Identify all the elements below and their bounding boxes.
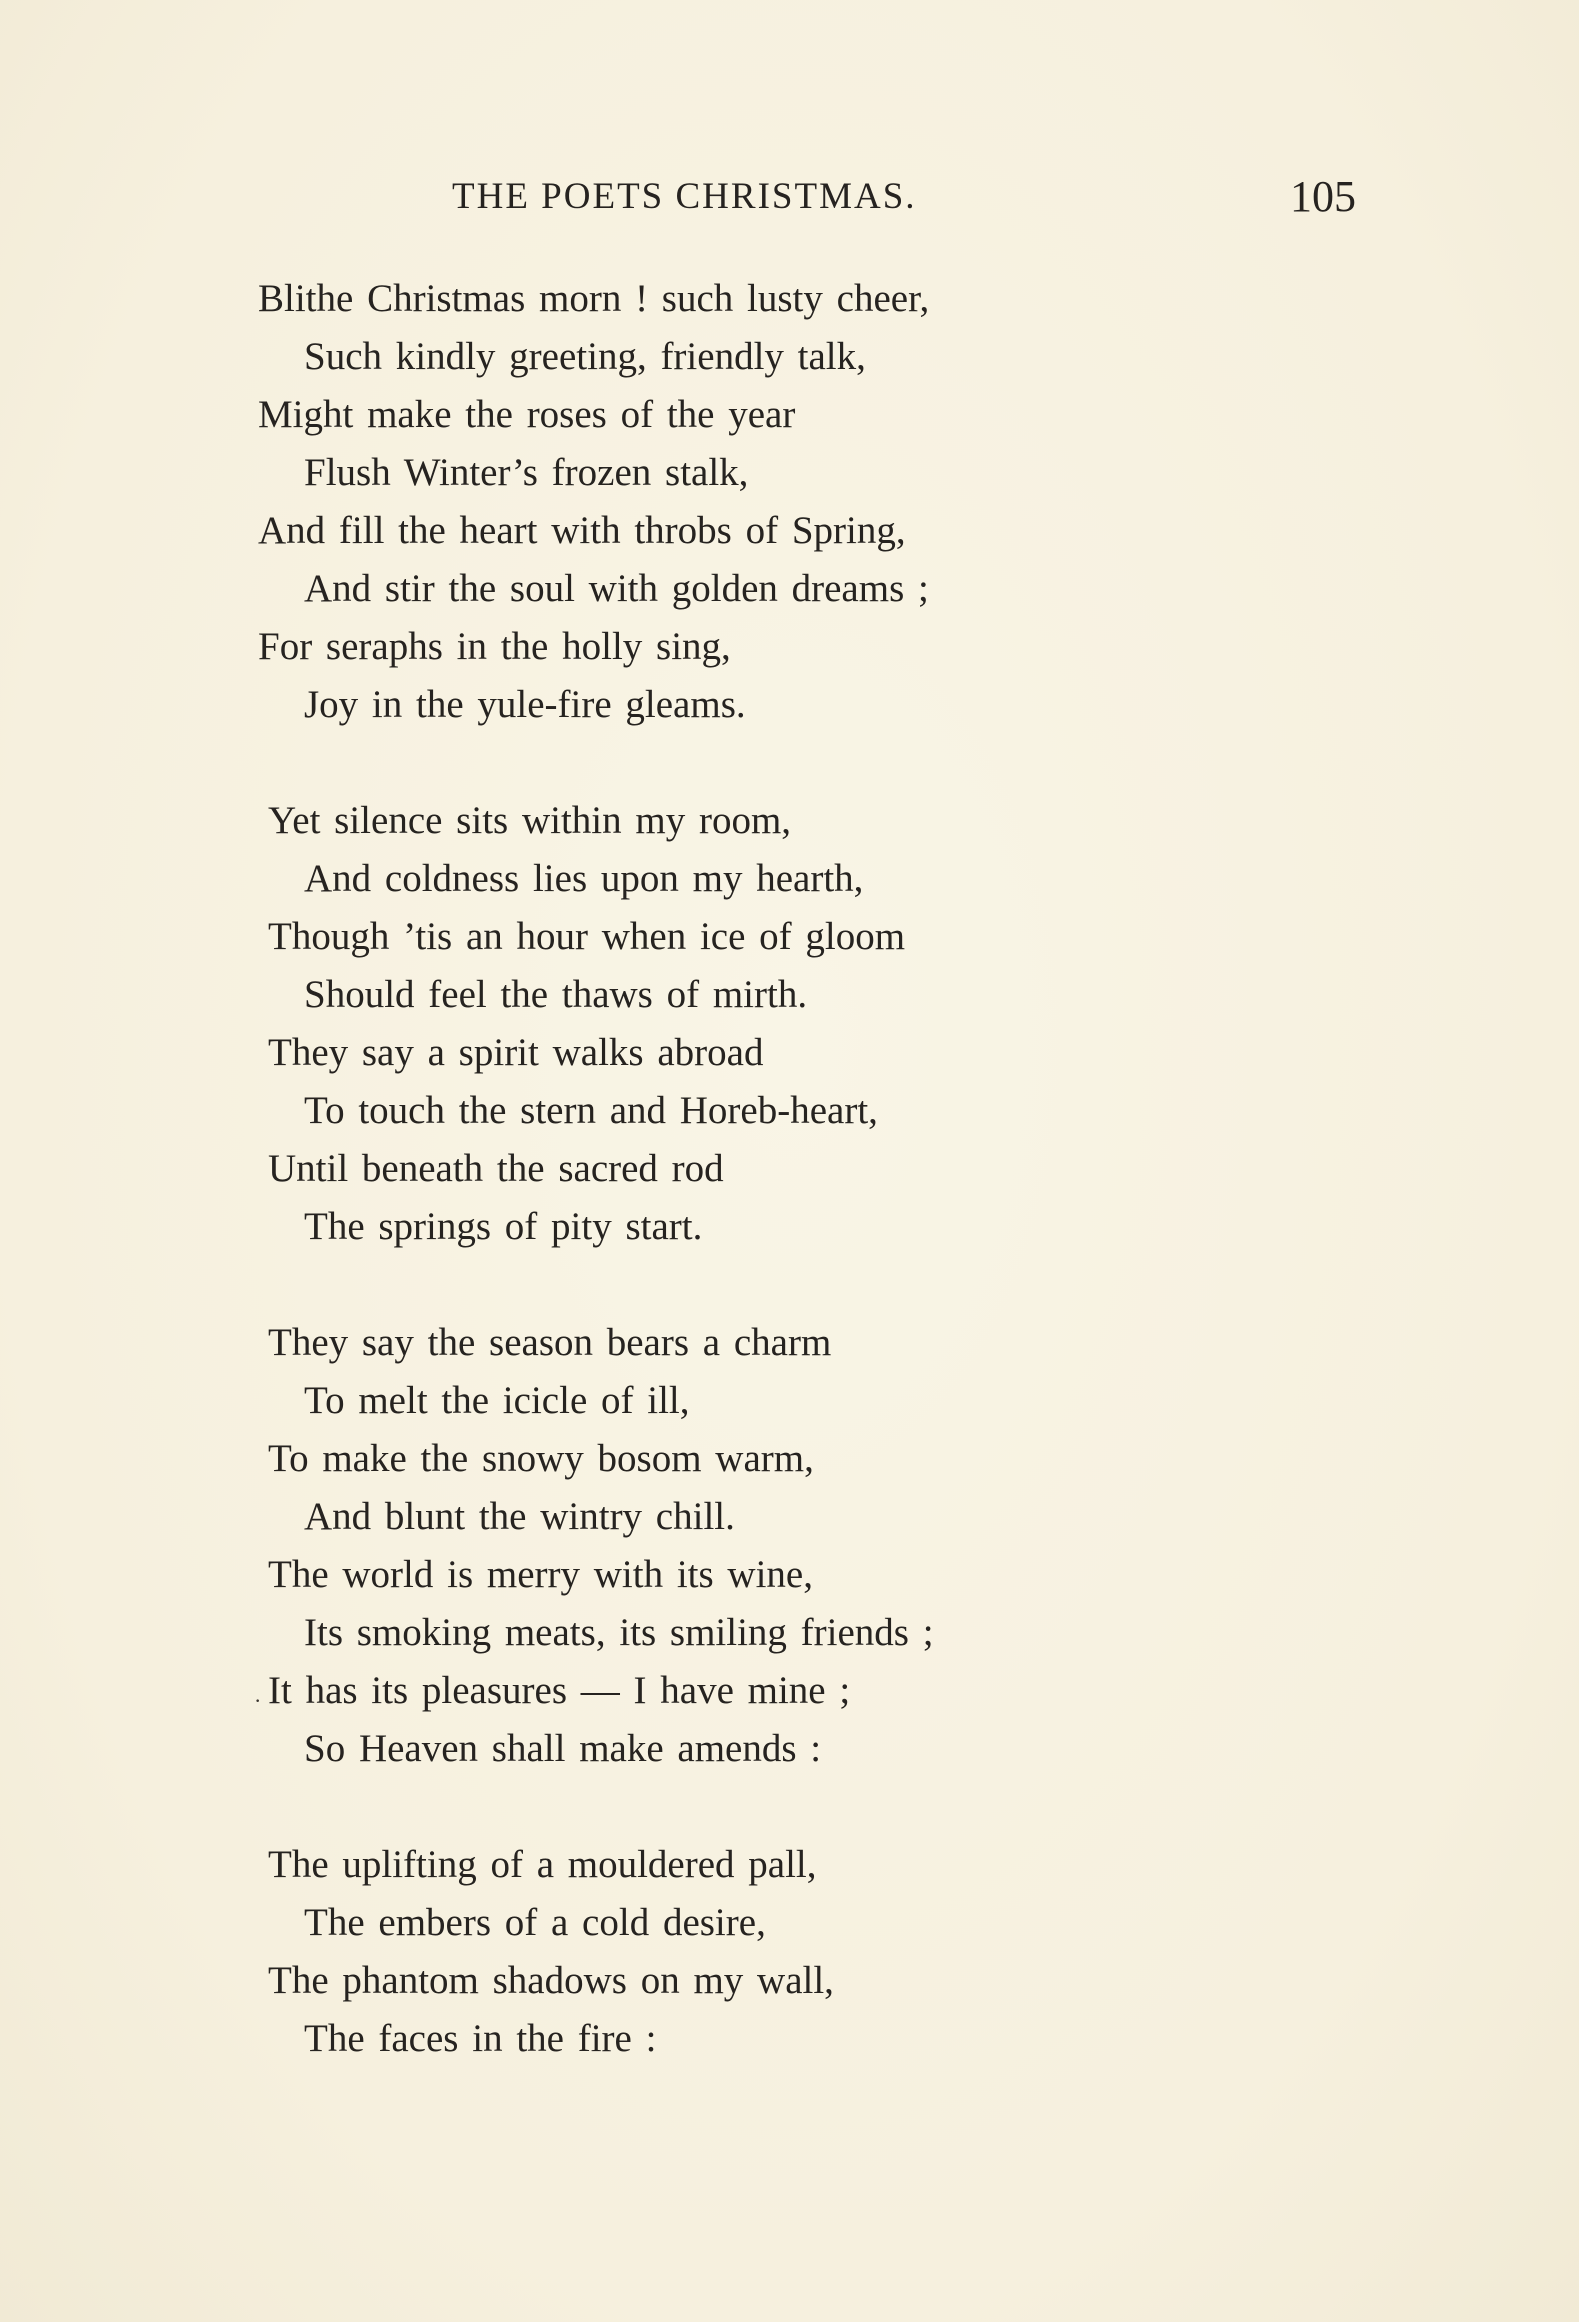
poem-line: So Heaven shall make amends : — [304, 1727, 822, 1770]
poem-line: The faces in the fire : — [304, 2017, 657, 2060]
poem-line: The embers of a cold desire, — [304, 1901, 766, 1944]
poem-line: They say a spirit walks abroad — [268, 1031, 764, 1074]
poem-line: Yet silence sits within my room, — [268, 799, 792, 842]
running-title: THE POETS CHRISTMAS. — [452, 176, 917, 217]
poem-line: To make the snowy bosom warm, — [268, 1437, 814, 1480]
poem-line: Flush Winter’s frozen stalk, — [304, 451, 749, 494]
stray-ink-dot: · — [254, 1688, 262, 1713]
poem-line: For seraphs in the holly sing, — [258, 625, 731, 668]
poem-line: Blithe Christmas morn ! such lusty cheer, — [258, 277, 930, 320]
poem-line: Its smoking meats, its smiling friends ; — [304, 1611, 934, 1654]
poem-body — [258, 270, 1378, 2126]
poem-line: To melt the icicle of ill, — [304, 1379, 690, 1422]
poem-line: And blunt the wintry chill. — [304, 1495, 735, 1538]
stanza-2 — [258, 792, 1378, 1256]
stanza-1 — [258, 270, 1378, 734]
poem-line: Might make the roses of the year — [258, 393, 796, 436]
running-head — [0, 172, 1579, 222]
poem-line: They say the season bears a charm — [268, 1321, 832, 1364]
poem-line: Should feel the thaws of mirth. — [304, 973, 808, 1016]
poem-line: Such kindly greeting, friendly talk, — [304, 335, 866, 378]
poem-line: The phantom shadows on my wall, — [268, 1959, 834, 2002]
stanza-4 — [258, 1836, 1378, 2068]
poem-line: To touch the stern and Horeb-heart, — [304, 1089, 878, 1132]
poem-line: Though ’tis an hour when ice of gloom — [268, 915, 906, 958]
poem-line: The springs of pity start. — [304, 1205, 703, 1248]
poem-line: And fill the heart with throbs of Spring, — [258, 509, 906, 552]
poem-line: Joy in the yule-fire gleams. — [304, 683, 746, 726]
page-number: 105 — [1290, 172, 1356, 221]
poem-line: It has its pleasures — I have mine ; — [268, 1669, 851, 1712]
stanza-3 — [258, 1314, 1378, 1778]
poem-line: And coldness lies upon my hearth, — [304, 857, 864, 900]
poem-line: Until beneath the sacred rod — [268, 1147, 724, 1190]
poem-line: And stir the soul with golden dreams ; — [304, 567, 929, 610]
poem-line: The uplifting of a mouldered pall, — [268, 1843, 817, 1886]
poem-line: The world is merry with its wine, — [268, 1553, 813, 1596]
